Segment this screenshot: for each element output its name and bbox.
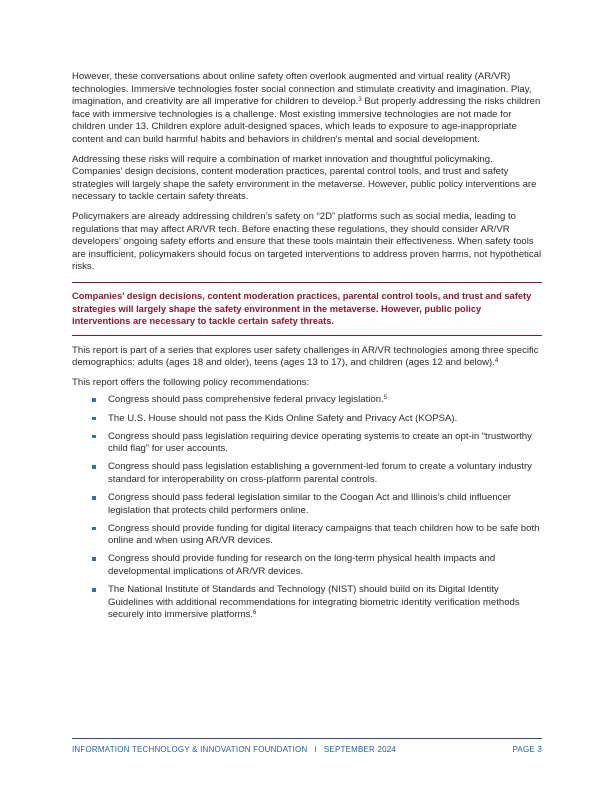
footer-divider (72, 738, 542, 739)
list-item (72, 553, 542, 578)
square-bullet-icon (92, 496, 96, 500)
footer-separator: I (314, 745, 317, 754)
footnote-ref[interactable]: 6 (253, 610, 257, 617)
recommendation-text: Congress should pass legislation requiring device operating systems to create an opt-in “trustworthy child flag” for user accounts. (108, 430, 532, 455)
footer-date: SEPTEMBER 2024 (323, 745, 397, 754)
list-item (72, 492, 542, 517)
square-bullet-icon (92, 588, 96, 592)
square-bullet-icon (92, 417, 96, 421)
list-item (72, 431, 542, 456)
footnote-ref[interactable]: 3 (358, 97, 362, 104)
recommendation-text: Congress should provide funding for research on the long-term physical health impacts and developmental implications of AR/VR devices. (108, 553, 496, 577)
footnote-ref[interactable]: 4 (494, 358, 499, 365)
recommendation-text: Congress should pass comprehensive federal privacy legislation. (108, 394, 384, 406)
footer-org: INFORMATION TECHNOLOGY & INNOVATION FOUNDATION (72, 745, 308, 754)
page-number: PAGE 3 (512, 745, 542, 754)
footnote-ref[interactable]: 5 (383, 395, 388, 402)
list-item (72, 394, 542, 407)
list-item (72, 584, 542, 622)
list-item (72, 523, 542, 548)
recommendation-text: Congress should pass legislation establishing a government-led forum to create a voluntary industry standard for interoperability on cross-platform parental controls. (108, 461, 532, 485)
footer-publication-info (72, 745, 396, 754)
paragraph-text-cont: But properly addressing the risks children face with immersive technologies is a challenge. Most existing immersive technologies are not made for children under 13. Children explore adult-designed spaces, which leads to exposure to age-inappropriate content and can build harmful habits and behaviors in children’s mental and social development. (72, 96, 541, 145)
pull-quote-callout: Companies’ design decisions, content moderation practices, parental control tools, and trust and safety strategies will largely shape the safety environment in the metaverse. However, public policy interventions are necessary to tackle certain safety threats. (72, 282, 542, 336)
recommendations-list (72, 394, 542, 621)
square-bullet-icon (92, 527, 96, 531)
recommendation-text: The National Institute of Standards and Technology (NIST) should build on its Digital Identity Guidelines with additional recommendations for integrating biometric identity verification methods securely into immersive platforms. (108, 584, 520, 621)
square-bullet-icon (92, 465, 96, 469)
paragraph-series (72, 345, 542, 370)
square-bullet-icon (92, 557, 96, 561)
paragraph-recs-intro: This report offers the following policy recommendations: (72, 376, 310, 388)
paragraph-ar-vr-overlooked (72, 71, 542, 147)
page-content (72, 71, 542, 627)
list-item (72, 461, 542, 486)
square-bullet-icon (92, 435, 96, 439)
square-bullet-icon (92, 398, 96, 402)
paragraph-addressing-risks: Addressing these risks will require a combination of market innovation and thoughtful policymaking. Companies’ design decisions, content moderation practices, parental control tools, and trust and safety strategies will largely shape the safety environment in the metaverse. However, public policy interventions are necessary to tackle certain safety threats. (72, 153, 537, 203)
paragraph-text: This report is part of a series that explores user safety challenges in AR/VR technologies among three specific demographics: adults (ages 18 and older), teens (ages 13 to 17), and children (ages 12 and below). (72, 344, 539, 369)
list-item (72, 413, 542, 426)
paragraph-text: However, these conversations about online safety often overlook augmented and virtual reality (AR/VR) technologies. Immersive technologies foster social connection and stimulate creativity and imagination. Play, imagination, and creativity are all imperative for children to develop. (72, 71, 532, 108)
paragraph-policymakers: Policymakers are already addressing children’s safety on “2D” platforms such as social media, leading to regulations that may affect AR/VR tech. Before enacting these regulations, they should consider AR/VR developers’ ongoing safety efforts and ensure that these tools maintain their effectiveness. When safety tools are insufficient, policymakers should focus on targeted interventions to address proven harms, not hypothetical risks. (72, 210, 542, 273)
recommendation-text: Congress should pass federal legislation similar to the Coogan Act and Illinois’s child influencer legislation that protects child performers online. (108, 492, 511, 516)
recommendation-text: Congress should provide funding for digital literacy campaigns that teach children how to be safe both online and when using AR/VR devices. (108, 522, 540, 547)
recommendation-text: The U.S. House should not pass the Kids Online Safety and Privacy Act (KOPSA). (108, 412, 458, 424)
